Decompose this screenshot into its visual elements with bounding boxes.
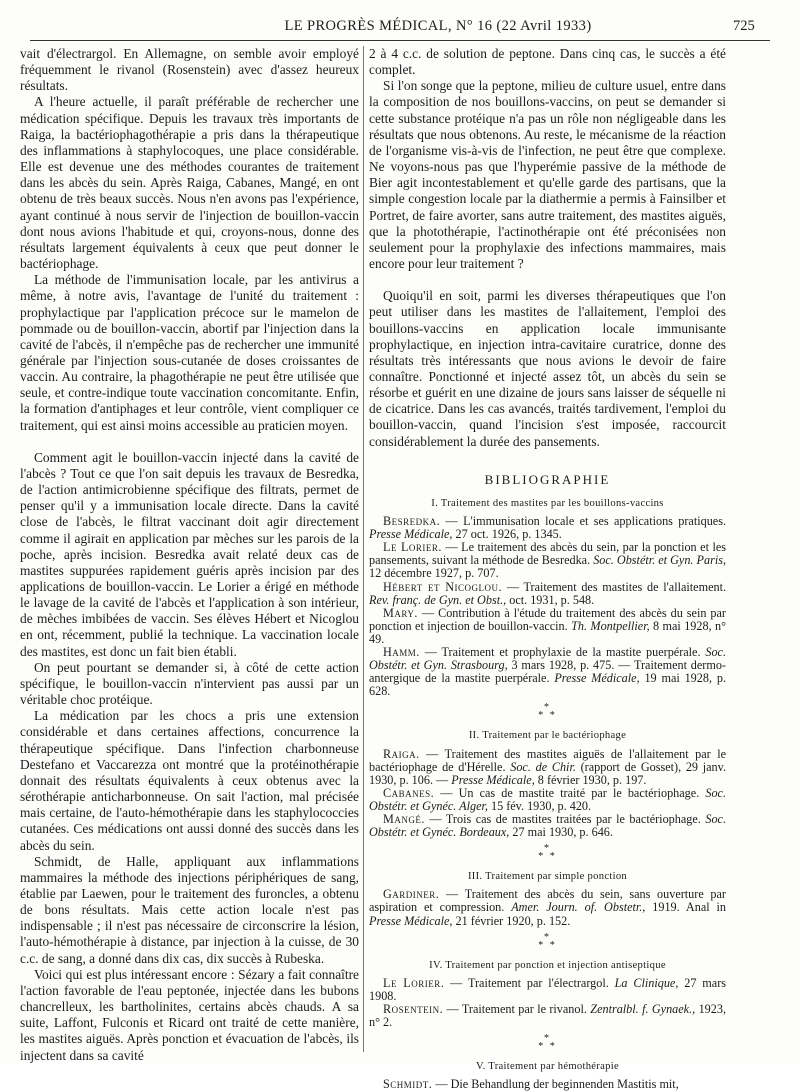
page-number: 725 <box>733 18 755 34</box>
bibliography-reference <box>369 748 726 787</box>
paragraph: La méthode de l'immunisation locale, par les antivirus a même, à notre avis, l'avantage de l'unité du traitement : prophylactique par l'application précoce sur le mamelon de pommade ou de bouillon-vaccin, abortif par l'injection dans la cavité de l'abcès, il n'empêche pas de rechercher une immunité générale par l'injection sous-cutanée de doses croissantes de vaccin. Au contraire, la phagothérapie ne peut être utilisée que seule, et contre-indique toute vaccination concomitante. Enfin, la formation d'antiphages et leur contrôle, vient compliquer ce traitement, qui est ainsi moins accessible au praticien moyen. <box>20 272 359 433</box>
running-head: LE PROGRÈS MÉDICAL, N° 16 (22 Avril 1933) <box>284 18 592 34</box>
paragraph: La médication par les chocs a pris une extension considérable et dans certaines affections, concurrence la thérapeutique spécifique. Dans l'infection charbonneuse Destefano et Vaccarezza ont montré que la protéinothérapie donnait des résultats équivalents à ceux obtenus avec la sérothérapie anticharbonneuse. On sait l'action, mal précisée mais certaine, de l'auto-hémothérapie dans les staphylococcies cutanées. Ces médications ont aussi donné des succès dans les abcès du sein. <box>20 708 359 853</box>
reference-details: 15 fév. 1930, p. 420. <box>487 798 592 813</box>
reference-source: La Clinique, <box>614 975 679 990</box>
reference-source: Soc. Obstétr. et Gyn. Strasbourg, <box>369 645 726 673</box>
reference-details: 12 décembre 1927, p. 707. <box>369 566 499 581</box>
reference-source: Rev. franç. de Gyn. et Obst., <box>369 592 507 607</box>
header-rule <box>30 40 770 41</box>
reference-source: Soc. de Chir. <box>510 759 576 774</box>
paragraph: Si l'on songe que la peptone, milieu de culture usuel, entre dans la composition de nos bouillons-vaccins, on peut se demander si cette substance protéique n'a pas un rôle non négligeable dans les résultats que nous obtenons. Au reste, le mécanisme de la réaction de l'organisme vis-à-vis de l'infection, ne peut être que complexe. Ne voyons-nous pas que l'hyperémie passive de la méthode de Bier agit incontestablement et qu'elle garde des partisans, que la simple congestion locale par la diathermie a permis à Fainsilber et Portret, de faire avorter, sans autre traitement, des mastites aiguës, que la photothérapie, l'actinothérapie ont été préconisées non seulement pour la prophylaxie des infections mammaires, mais encore pour leur traitement ? <box>369 78 726 272</box>
bibliography-section-heading: II. Traitement par le bactériophage <box>468 730 627 742</box>
reference-title: — Traitement des mastites aiguës de l'allaitement par le bactériophage de d'Hérelle. <box>369 746 726 774</box>
reference-author: Mary. <box>383 605 418 620</box>
bibliography-reference <box>369 1003 726 1029</box>
reference-title: — L'immunisation locale et ses applications pratiques. <box>440 514 726 529</box>
reference-details: 1919. Anal in <box>645 900 726 915</box>
reference-title: — Contribution à l'étude du traitement des abcès du sein par ponction et injection de bouillon-vaccin. <box>369 605 726 633</box>
reference-details: 21 février 1920, p. 152. <box>452 913 571 928</box>
asterism <box>369 845 726 861</box>
reference-author: Hamm. <box>383 645 420 659</box>
reference-source: Amer. Journ. of. Obstetr., <box>511 900 646 915</box>
reference-details: 19 mai 1928, p. 628. <box>369 671 726 699</box>
asterism-stars: * * <box>538 939 557 951</box>
asterism <box>369 1035 726 1051</box>
paragraph: vait d'électrargol. En Allemagne, on semble avoir employé fréquemment le rivanol (Rosenstein) avec d'assez heureux résultats. <box>20 46 359 94</box>
reference-source: Zentralbl. f. Gynaek., <box>590 1001 696 1016</box>
bibliography-reference <box>369 607 726 646</box>
paragraph: Voici qui est plus intéressant encore : Sézary a fait connaître l'action favorable de l'eau peptonée, injectée dans les bubons chancrelleux, les bartholinites, certains abcès chauds. A sa suite, Laffont, Fulconis et Ricard ont traité de cette manière, les mastites aiguës. Après ponction et évacuation de l'abcès, ils injectent dans sa cavité <box>20 966 359 1063</box>
reference-author: Rosentein. <box>383 1001 444 1016</box>
reference-title: — Le traitement des abcès du sein, par la ponction et les pansements, suivant la méthode de Besredka. <box>369 540 727 568</box>
reference-title: — Traitement par le rivanol. <box>443 1001 591 1016</box>
reference-source: Soc. Obstétr. et Gynéc. Bordeaux, <box>369 812 726 840</box>
reference-author: Schmidt. <box>383 1077 433 1091</box>
reference-details: (rapport de Gosset), 29 janv. 1930, p. 106. — <box>369 759 726 787</box>
bibliography-reference <box>369 813 726 839</box>
bibliography-section-heading: III. Traitement par simple ponction <box>467 871 628 883</box>
asterism-stars: * * <box>538 851 557 863</box>
reference-author: Le Lorier. <box>383 975 445 990</box>
reference-title: — Traitement des mastites de l'allaitement. <box>502 579 726 594</box>
reference-author: Le Lorier. <box>383 540 442 555</box>
reference-source: Presse Médicale, <box>369 913 453 928</box>
paragraph: Quoiqu'il en soit, parmi les diverses thérapeutiques que l'on peut utiliser dans les mastites de l'allaitement, l'emploi des bouillons-vaccins en application locale immunisante prophylactique, en injection intra-cavitaire curatrice, donne des résultats très intéressants que nous avions le devoir de faire connaître. Ponctionné et injecté assez tôt, un abcès du sein se résorbe et guérit en une dizaine de jours sans laisser de séquelle ni de cicatrice. Dans les cas avancés, traités tardivement, l'emploi du bouillon-vaccin, quand l'incision s'est imposée, raccourcit considérablement la durée des pansements. <box>369 288 726 449</box>
bibliography-reference <box>369 515 726 541</box>
paragraph: Schmidt, de Halle, appliquant aux inflammations mammaires la méthode des injections périphériques de sang, établie par Laewen, pour le traitement des furoncles, a obtenu de bons résultats. Mais cette action locale n'est pas indispensable ; il n'est pas nécessaire de circonscrire la lésion, l'auto-hémothérapie à distance, par injection à la cuisse, de 30 c.c. de sang, a donné dans dix cas, dix succès à Rubeska. <box>20 853 359 966</box>
bibliography <box>369 496 726 1091</box>
reference-details: oct. 1931, p. 548. <box>506 592 595 607</box>
asterism-star: * <box>544 1033 551 1045</box>
reference-title: — Traitement des abcès du sein, sans ouverture par aspiration et compression. <box>369 887 726 915</box>
reference-details: 3 mars 1928, p. 475. — Traitement dermo-antergique de la mastite puerpérale. <box>369 658 726 686</box>
reference-details: 27 mai 1930, p. 646. <box>509 825 613 840</box>
bibliography-section-heading: IV. Traitement par ponction et injection antiseptique <box>429 959 666 971</box>
reference-details: 8 février 1930, p. 197. <box>534 772 647 787</box>
reference-author: Gardiner. <box>383 887 440 902</box>
reference-source: Soc. Obstétr. et Gynéc. Alger, <box>369 785 726 813</box>
bibliography-reference <box>369 1078 726 1091</box>
reference-source: Presse Médicale, <box>369 527 453 542</box>
reference-details: 27 oct. 1926, p. 1345. <box>452 527 562 542</box>
asterism-star: * <box>544 931 551 943</box>
reference-author: Raiga. <box>383 746 420 761</box>
reference-details: 1923, n° 2. <box>369 1001 726 1030</box>
asterism-star: * <box>544 843 551 855</box>
paragraph: A l'heure actuelle, il paraît préférable de rechercher une médication spécifique. Depuis les travaux très importants de Raiga, la bactériophagothérapie a pris dans la thérapeutique des inflammations à staphylocoques, une place considérable. Elle est devenue une des méthodes courantes de traitement dans les abcès du sein. Après Raiga, Cabanes, Mangé, en ont obtenu de très beaux succès. Nous n'en avons pas l'expérience, ayant continué à nous servir de l'injection de bouillon-vaccin dont nous avions l'habitude et qui, croyons-nous, donne des résultats largement équivalents à ceux que peut donner le bactériophage. <box>20 94 359 272</box>
right-column <box>369 46 726 1091</box>
bibliography-reference <box>369 787 726 813</box>
reference-title: — Die Behandlung der beginnenden Mastitis mit, <box>432 1077 679 1091</box>
reference-source: Th. Montpellier, <box>571 618 650 633</box>
reference-source: Presse Médicale, <box>451 772 535 787</box>
reference-author: Besredka. <box>383 514 441 529</box>
paragraph: Comment agit le bouillon-vaccin injecté dans la cavité de l'abcès ? Tout ce que l'on sait depuis les travaux de Besredka, de l'action antimicrobienne spécifique des filtrats, permet de penser qu'il y a immunisation locale directe. Dans la cavité close de l'abcès, le filtrat vaccinant doit agir directement comme il agirait en application par mèches sur les parois de la poche, après incision. Besredka avait relaté deux cas de mastites suppurées rapidement guéris après incision par des applications de bouillon-vaccin. Le Lorier a érigé en méthode le lavage de la cavité de l'abcès et l'application à son intérieur, de mèches imbibées de vaccin. Ses élèves Hébert et Nicoglou en ont, récemment, publié la technique. La vaccination locale des mastites, est donc un fait bien établi. <box>20 449 359 659</box>
paragraph: On peut pourtant se demander si, à côté de cette action spécifique, le bouillon-vaccin n'intervient pas aussi par un véritable choc protéique. <box>20 659 359 708</box>
reference-author: Hébert et Nicoglou. <box>383 579 503 594</box>
asterism <box>369 931 726 951</box>
reference-author: Cabanes. <box>383 785 435 800</box>
reference-author: Mangé. <box>383 812 425 826</box>
reference-source: Soc. Obstétr. et Gyn. Paris, <box>593 553 726 568</box>
bibliography-reference <box>369 888 726 927</box>
bibliography-reference <box>369 977 726 1003</box>
reference-title: — Un cas de mastite traité par le bactériophage. <box>434 785 706 800</box>
asterism-stars: * * <box>538 1041 557 1053</box>
reference-title: — Traitement par l'électrargol. <box>444 975 615 990</box>
bibliography-title: BIBLIOGRAPHIE <box>484 471 611 487</box>
bibliography-section-heading: V. Traitement par hémothérapie <box>476 1061 619 1073</box>
asterism <box>369 704 726 720</box>
reference-title: — Trois cas de mastites traitées par le bactériophage. <box>424 812 706 826</box>
bibliography-reference <box>369 581 726 607</box>
asterism-star: * <box>544 702 551 714</box>
asterism-stars: * * <box>538 710 557 722</box>
bibliography-reference <box>369 646 726 698</box>
column-divider <box>363 46 364 1052</box>
paragraph: 2 à 4 c.c. de solution de peptone. Dans cinq cas, le succès a été complet. <box>369 46 726 78</box>
bibliography-reference <box>369 541 726 580</box>
reference-details: 27 mars 1908. <box>369 975 726 1003</box>
left-column <box>20 46 359 1064</box>
reference-details: 8 mai 1928, n° 49. <box>369 618 726 646</box>
bibliography-section-heading: I. Traitement des mastites par les bouillons-vaccins <box>431 497 664 509</box>
reference-title: — Traitement et prophylaxie de la mastite puerpérale. <box>419 645 706 659</box>
reference-source: Presse Médicale, <box>554 671 640 686</box>
